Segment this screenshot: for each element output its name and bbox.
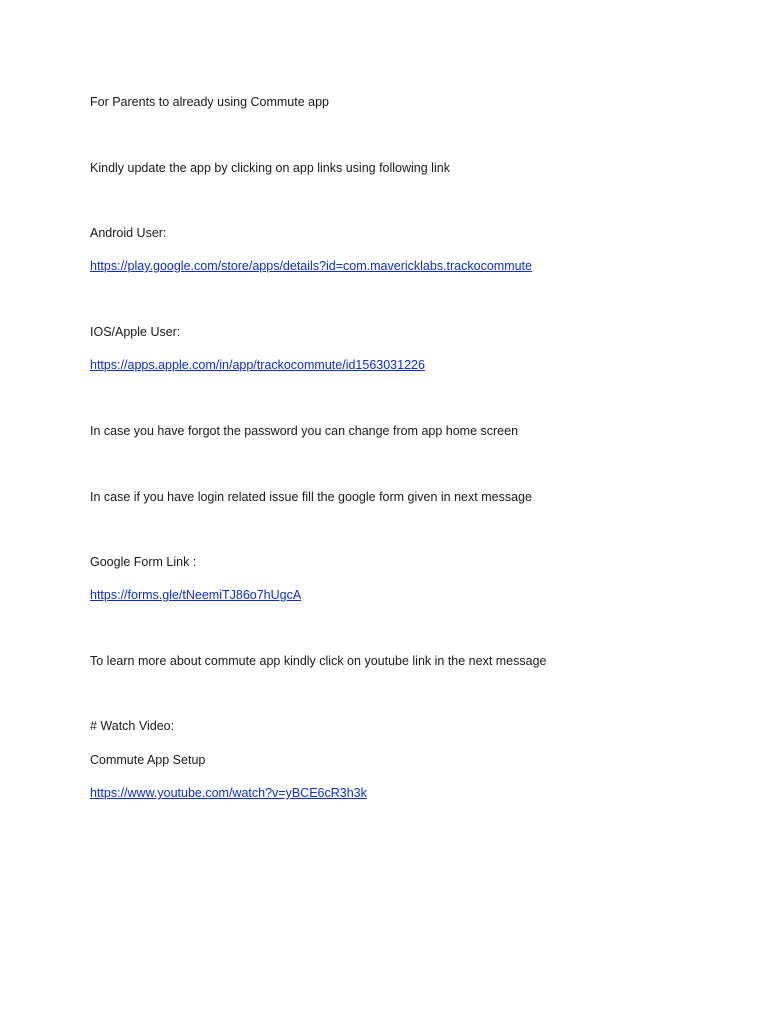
youtube-video-link[interactable]: https://www.youtube.com/watch?v=yBCE6cR3h3k — [90, 786, 367, 800]
ios-store-link[interactable]: https://apps.apple.com/in/app/trackocommute/id1563031226 — [90, 358, 425, 372]
ios-label: IOS/Apple User: — [90, 325, 181, 339]
android-store-link[interactable]: https://play.google.com/store/apps/details?id=com.mavericklabs.trackocommute — [90, 259, 532, 273]
video-title-text: Commute App Setup — [90, 753, 206, 767]
learn-more-text: To learn more about commute app kindly click on youtube link in the next message — [90, 654, 547, 668]
google-form-link[interactable]: https://forms.gle/tNeemiTJ86o7hUgcA — [90, 588, 302, 602]
google-form-label: Google Form Link : — [90, 555, 197, 569]
login-issue-note-text: In case if you have login related issue fill the google form given in next message — [90, 490, 532, 504]
android-label: Android User: — [90, 226, 167, 240]
watch-video-heading: # Watch Video: — [90, 719, 175, 733]
update-instruction-text: Kindly update the app by clicking on app links using following link — [90, 161, 450, 175]
intro-text: For Parents to already using Commute app — [90, 95, 330, 109]
password-note-text: In case you have forgot the password you can change from app home screen — [90, 424, 519, 438]
